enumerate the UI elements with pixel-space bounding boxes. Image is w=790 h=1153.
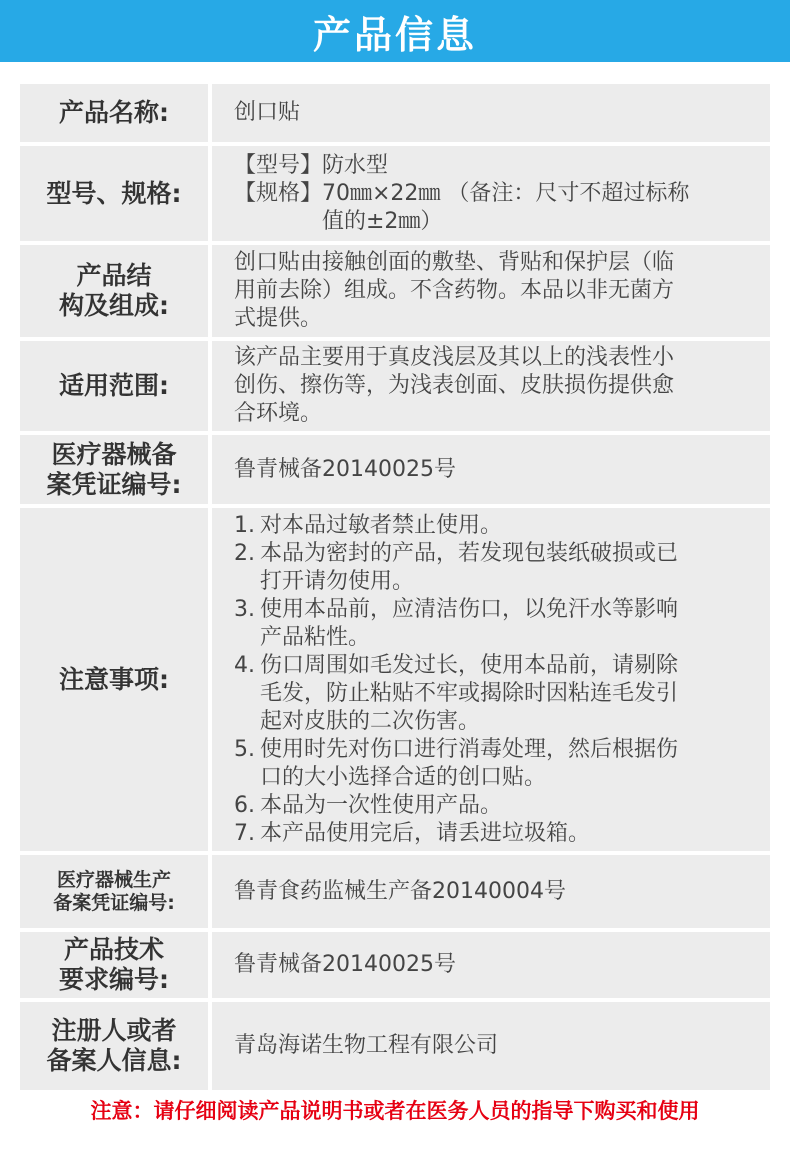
value-line: 创伤、擦伤等，为浅表创面、皮肤损伤提供愈 bbox=[234, 373, 675, 398]
note-line: 起对皮肤的二次伤害。 bbox=[260, 708, 481, 734]
value-scope bbox=[212, 341, 770, 431]
label-line: 备案凭证编号: bbox=[53, 891, 175, 914]
note-line: 本品为密封的产品，若发现包装纸破损或已 bbox=[260, 540, 679, 566]
note-line: 产品粘性。 bbox=[260, 624, 371, 650]
note-line: 伤口周围如毛发过长，使用本品前，请剔除 bbox=[260, 652, 679, 678]
value-line: 合环境。 bbox=[234, 401, 323, 426]
product-info-table bbox=[20, 84, 770, 1094]
value-text: 鲁青械备20140025号 bbox=[234, 456, 456, 482]
header-banner bbox=[0, 0, 790, 62]
label-line: 注册人或者 bbox=[51, 1016, 177, 1045]
value-model-spec bbox=[212, 146, 770, 241]
note-number: 2. bbox=[234, 540, 255, 566]
value-line: 创口贴由接触创面的敷垫、背贴和保护层（临 bbox=[234, 250, 675, 275]
label-product-name: 产品名称: bbox=[20, 84, 208, 142]
note-number: 1. bbox=[234, 512, 255, 538]
note-number: 3. bbox=[234, 596, 255, 622]
value-line: 用前去除）组成。不含药物。本品以非无菌方 bbox=[234, 278, 675, 303]
value-record-number bbox=[212, 435, 770, 504]
value-product-name bbox=[212, 84, 770, 142]
label-line: 医疗器械备 bbox=[51, 439, 177, 469]
label-record-number bbox=[20, 435, 208, 504]
note-line: 毛发，防止粘贴不牢或揭除时因粘连毛发引 bbox=[260, 680, 679, 706]
row-registrant bbox=[20, 1002, 770, 1090]
label-model-spec: 型号、规格: bbox=[20, 146, 208, 241]
row-production-record bbox=[20, 855, 770, 928]
value-line: 【型号】防水型 bbox=[234, 152, 389, 178]
label-registrant bbox=[20, 1002, 208, 1090]
label-notes: 注意事项: bbox=[20, 508, 208, 851]
note-line: 本品为一次性使用产品。 bbox=[260, 792, 503, 818]
label-line: 产品技术 bbox=[63, 935, 164, 964]
note-item bbox=[234, 736, 762, 792]
label-production-record bbox=[20, 855, 208, 928]
value-registrant bbox=[212, 1002, 770, 1090]
value-structure bbox=[212, 245, 770, 337]
note-line: 对本品过敏者禁止使用。 bbox=[260, 512, 503, 538]
value-tech-requirement bbox=[212, 932, 770, 998]
row-model-spec bbox=[20, 146, 770, 241]
note-item bbox=[234, 652, 762, 736]
label-line: 医疗器械生产 bbox=[56, 868, 171, 891]
value-text: 鲁青食药监械生产备20140004号 bbox=[234, 878, 566, 904]
label-line: 备案人信息: bbox=[46, 1046, 182, 1075]
note-line: 使用时先对伤口进行消毒处理，然后根据伤 bbox=[260, 736, 679, 762]
note-line: 本产品使用完后，请丢进垃圾箱。 bbox=[260, 820, 591, 846]
row-scope bbox=[20, 341, 770, 431]
note-number: 7. bbox=[234, 820, 255, 846]
label-structure bbox=[20, 245, 208, 337]
label-scope: 适用范围: bbox=[20, 341, 208, 431]
label-tech-requirement bbox=[20, 932, 208, 998]
row-structure bbox=[20, 245, 770, 337]
note-number: 4. bbox=[234, 652, 255, 678]
label-line: 案凭证编号: bbox=[46, 469, 182, 499]
value-text: 鲁青械备20140025号 bbox=[234, 952, 456, 977]
label-line: 要求编号: bbox=[59, 965, 169, 994]
value-line: 【规格】70㎜×22㎜ （备注：尺寸不超过标称 bbox=[234, 180, 690, 206]
value-notes bbox=[212, 508, 770, 851]
row-notes bbox=[20, 508, 770, 851]
note-number: 6. bbox=[234, 792, 255, 818]
note-item bbox=[234, 512, 762, 540]
note-line: 使用本品前，应清洁伤口，以免汗水等影响 bbox=[260, 596, 679, 622]
value-text: 青岛海诺生物工程有限公司 bbox=[234, 1033, 499, 1058]
note-line: 口的大小选择合适的创口贴。 bbox=[260, 764, 547, 790]
row-record-number bbox=[20, 435, 770, 504]
value-line: 式提供。 bbox=[234, 306, 323, 331]
label-line: 产品结 bbox=[76, 261, 152, 290]
note-item bbox=[234, 820, 762, 848]
note-item bbox=[234, 596, 762, 652]
note-number: 5. bbox=[234, 736, 255, 762]
row-product-name bbox=[20, 84, 770, 142]
note-item bbox=[234, 792, 762, 820]
row-tech-requirement bbox=[20, 932, 770, 998]
label-line: 构及组成: bbox=[59, 291, 169, 320]
value-production-record bbox=[212, 855, 770, 928]
note-line: 打开请勿使用。 bbox=[260, 568, 415, 594]
value-line: 值的±2㎜） bbox=[234, 208, 443, 234]
warning-notice: 注意：请仔细阅读产品说明书或者在医务人员的指导下购买和使用 bbox=[90, 1099, 700, 1123]
value-line: 该产品主要用于真皮浅层及其以上的浅表性小 bbox=[234, 345, 675, 370]
note-item bbox=[234, 540, 762, 596]
value-text: 创口贴 bbox=[234, 100, 301, 125]
page-title: 产品信息 bbox=[312, 12, 477, 57]
